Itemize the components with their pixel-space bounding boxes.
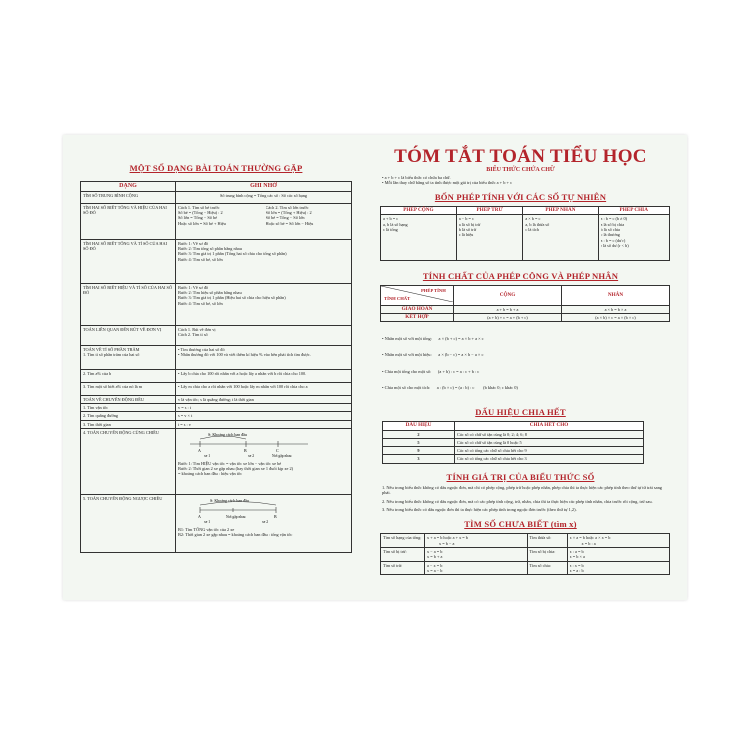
- table-row: [81, 284, 352, 326]
- find-label: Tìm thừa số:: [527, 534, 567, 548]
- prop-header: NHÂN: [562, 286, 670, 306]
- eq-line: x = b − a: [439, 540, 455, 546]
- prop-add: (a + b) + c = a + (b + c): [454, 314, 562, 322]
- row-note: • Lấy m chia cho a rồi nhân với 100 hoặc lấy m nhân với 100 rồi chia cho a: [176, 383, 352, 396]
- table-row: [81, 494, 352, 552]
- cell-line: c là thương: [600, 232, 620, 238]
- eq-line: a − x = b: [427, 562, 443, 568]
- row-note: s = v × t: [176, 412, 352, 420]
- div-header: CHIA HẾT CHO: [455, 422, 644, 431]
- row-type: TÌM SỐ TRUNG BÌNH CỘNG: [81, 192, 176, 204]
- div-number: 3: [383, 455, 455, 463]
- row-note: [176, 284, 352, 326]
- cell-line: a là số bị trừ: [458, 221, 481, 227]
- corner-bottom-label: TÍNH CHẤT: [384, 296, 411, 302]
- table-header-row: [381, 286, 670, 306]
- table-row: [381, 534, 670, 548]
- table-row: [383, 447, 644, 455]
- row-note: v = s : t: [176, 404, 352, 412]
- divisibility-section-title: DẤU HIỆU CHIA HẾT: [475, 407, 566, 418]
- eq-line: x = a − b: [427, 567, 443, 573]
- eq-line: x = b + a: [427, 554, 443, 560]
- ops-header: PHÉP CỘNG: [381, 206, 457, 215]
- vehicle-2-label: xe 2: [248, 453, 255, 458]
- find-eqs: [425, 548, 528, 562]
- four-operations-table: [380, 206, 670, 262]
- note-line: Số lớn = Tổng − Số bé: [178, 215, 218, 221]
- corner-diagonal: [381, 286, 453, 302]
- intro-line: • a + b + c là biểu thức có chứa ba chữ.: [382, 175, 451, 180]
- table-row: [81, 396, 352, 404]
- point-b-label: B: [274, 513, 277, 519]
- note-line: Số bé = (Tổng − Hiệu) : 2: [178, 210, 223, 216]
- table-row: [81, 326, 352, 346]
- row-note: [176, 240, 352, 284]
- row-note: [176, 428, 352, 494]
- note-line: Cách 2. Tìm số lớn trước: [265, 205, 309, 210]
- diagram-label-distance: S: Khoảng cách ban đầu: [208, 431, 247, 437]
- table-row: [381, 548, 670, 562]
- note-line: • Nhân một số với một hiệu: a × (b − c) = a × b − a × c: [382, 352, 484, 358]
- table-header-row: [81, 182, 352, 192]
- row-type: TOÁN VỀ CHUYỂN ĐỘNG ĐỀU: [81, 396, 176, 404]
- cell-line: b là số trừ: [458, 226, 477, 232]
- meet-point-label: Nơi gặp nhau: [226, 514, 246, 519]
- note-line: Bước 1: Tìm HIỆU vận tốc = vận tốc xe lớn − vận tốc xe bé: [178, 461, 282, 467]
- ops-cell-mul: [523, 215, 598, 261]
- diagram-label-distance: S: Khoảng cách ban đầu: [210, 497, 249, 503]
- row-type: 3. Tìm thời gian: [81, 420, 176, 428]
- eq-line: x = a : b: [569, 567, 584, 573]
- expression-rules: [368, 485, 673, 513]
- find-eqs: [425, 561, 528, 575]
- ops-header: PHÉP TRỪ: [456, 206, 523, 215]
- div-rule: Các số có chữ số tận cùng là 0 hoặc 5: [455, 438, 644, 446]
- note-line: Bước 3: Tìm giá trị 1 phần (Hiệu hai số chia cho hiệu số phần): [178, 295, 286, 301]
- rule-item: 1. Nếu trong biểu thức không có dấu ngoặc đơn, mà chỉ có phép cộng, phép trừ hoặc phép nhân, phép chia thì ta thực hiện các phép tính theo thứ tự từ trái sang phải.: [382, 484, 662, 496]
- eq-line: x + a = b hoặc a + x = b: [427, 535, 468, 541]
- prop-mul: a × b = b × a: [562, 305, 670, 313]
- eq-line: x − a = b: [427, 549, 443, 554]
- intro-notes: [368, 175, 673, 186]
- cell-line: a, b là số hạng: [383, 221, 408, 227]
- prop-header: CỘNG: [454, 286, 562, 306]
- note-line: Cách 1. Tìm số bé trước: [178, 205, 220, 210]
- properties-table: [380, 285, 670, 322]
- eq-line: x = b : a: [581, 540, 596, 546]
- ops-cell-add: [381, 215, 457, 261]
- row-type: TÌM HAI SỐ BIẾT HIỆU VÀ TỈ SỐ CỦA HAI SỐ ĐÓ: [81, 284, 176, 326]
- subtitle: BIỂU THỨC CHỨA CHỮ: [486, 167, 555, 173]
- note-line: Số bé = Tổng − Số lớn: [265, 215, 305, 221]
- table-row: [81, 192, 352, 204]
- cell-line: a − b = c: [458, 216, 474, 222]
- corner-top-label: PHÉP TÍNH: [421, 288, 446, 294]
- row-note: [176, 326, 352, 346]
- ops-header: PHÉP CHIA: [598, 206, 670, 215]
- row-type-sub: 1. Tìm tỉ số phần trăm của hai số: [83, 352, 140, 358]
- note-line: • Chia một tổng cho một số: (a + b) : c = a : c + b : c: [382, 368, 480, 374]
- row-note: • Lấy b chia cho 100 rồi nhân với a hoặc lấy a nhân với b rồi chia cho 100.: [176, 370, 352, 383]
- note-line: Số lớn = (Tổng + Hiệu) : 2: [265, 210, 312, 216]
- cell-line: a : b = c (b ≠ 0): [600, 216, 628, 222]
- table-header-row: [383, 422, 644, 431]
- row-type-title: TOÁN VỀ TỈ SỐ PHẦN TRĂM: [83, 347, 140, 352]
- note-line: Bước 2: Tìm tổng số phần bằng nhau: [178, 246, 242, 252]
- find-label: Tìm số hạng của tổng:: [381, 534, 425, 548]
- table-row: [81, 204, 352, 240]
- header-type: DẠNG: [81, 182, 176, 192]
- row-note: t = s : v: [176, 420, 352, 428]
- cell-line: a × b = c: [525, 216, 541, 222]
- property-notes: [368, 325, 673, 401]
- cell-line: a là số bị chia: [600, 221, 625, 227]
- prop-name: GIAO HOÁN: [381, 305, 454, 313]
- div-rule: Các số có tổng các chữ số chia hết cho 3: [455, 455, 644, 463]
- cell-line: c là tích: [525, 226, 539, 232]
- cell-line: b là số chia: [600, 226, 620, 232]
- rule-item: 3. Nếu trong biểu thức có dấu ngoặc đơn thì ta thực hiện các phép tính trong ngoặc đơn trước (theo thứ tự 1,2).: [382, 507, 577, 512]
- problem-types-table: [80, 181, 352, 553]
- table-row: [381, 215, 670, 261]
- intro-line: • Mỗi lần thay chữ bằng số ta tính được một giá trị của biểu thức a + b + c: [382, 180, 513, 186]
- vehicle-2-label: xe 2: [262, 519, 269, 524]
- props-section-title: TÍNH CHẤT CỦA PHÉP CỘNG VÀ PHÉP NHÂN: [422, 271, 619, 282]
- prop-add: a + b = b + a: [454, 305, 562, 313]
- point-a-label: A: [198, 447, 201, 453]
- ops-cell-div: [598, 215, 670, 261]
- row-type: 2. Tìm a% của b: [81, 370, 176, 383]
- expression-section-title: TÍNH GIÁ TRỊ CỦA BIỂU THỨC SỐ: [446, 471, 595, 482]
- cell-line: r là số dư (r < b): [600, 242, 629, 248]
- div-rule: Các số có tổng các chữ số chia hết cho 9: [455, 447, 644, 455]
- table-row: [383, 455, 644, 463]
- eq-line: a : x = b: [569, 562, 584, 568]
- vehicle-1-label: xe 1: [204, 453, 211, 458]
- note-line: Bước 4: Tìm số bé, số lớn: [178, 256, 223, 262]
- note-line: Cách 2. Tìm tỉ số: [178, 332, 208, 338]
- vehicle-1-label: xe 1: [204, 519, 211, 524]
- row-type: 5. TOÁN CHUYỂN ĐỘNG NGƯỢC CHIỀU: [81, 494, 176, 552]
- note-line: Bước 3: Tìm giá trị 1 phần (Tổng hai số chia cho tổng số phần): [178, 251, 287, 257]
- eq-line: x = b × a: [569, 554, 585, 560]
- note-line: • Chia một số cho một tích: a : (b × c) = (a : b) : c (b khác 0; c khác 0): [382, 384, 518, 390]
- same-direction-diagram: [178, 430, 348, 460]
- div-number: 9: [383, 447, 455, 455]
- div-header: DẤU HIỆU: [383, 422, 455, 431]
- note-line: Hoặc số lớn = Số bé + Hiệu: [178, 220, 226, 226]
- table-row: [381, 314, 670, 322]
- note-line: • Tìm thương của hai số đó: [178, 347, 225, 352]
- find-label: Tìm số bị trừ:: [381, 548, 425, 562]
- cell-line: c là tổng: [383, 226, 398, 232]
- div-number: 5: [383, 438, 455, 446]
- find-label: Tìm số chia:: [527, 561, 567, 575]
- row-note: v là vận tốc; s là quãng đường; t là thời gian: [176, 396, 352, 404]
- prop-name: KẾT HỢP: [381, 314, 454, 322]
- point-c-label: C: [276, 447, 279, 453]
- row-note: [176, 346, 352, 370]
- note-line: • Nhân thương đó với 100 và viết thêm kí hiệu % vào bên phải tích tìm được.: [178, 352, 311, 358]
- left-section-title: MỘT SỐ DẠNG BÀI TOÁN THƯỜNG GẶP: [129, 163, 303, 173]
- find-label: Tìm số bị chia:: [527, 548, 567, 562]
- method-2: [266, 205, 350, 226]
- row-note: [176, 204, 352, 240]
- row-note: Số trung bình cộng = Tổng các số : Số các số hạng: [176, 192, 352, 204]
- opposite-direction-diagram: [178, 496, 348, 526]
- point-b-label: B: [244, 447, 247, 453]
- table-row: [81, 240, 352, 284]
- main-title: TÓM TẮT TOÁN TIỂU HỌC: [394, 146, 647, 167]
- row-type: TÌM HAI SỐ BIẾT TỔNG VÀ HIỆU CỦA HAI SỐ ĐÓ: [81, 204, 176, 240]
- ops-header: PHÉP NHÂN: [523, 206, 598, 215]
- div-number: 2: [383, 430, 455, 438]
- find-x-table: [380, 533, 670, 575]
- table-row: [81, 428, 352, 494]
- table-row: [81, 404, 352, 412]
- note-line: Bước 2: Tìm hiệu số phần bằng nhau: [178, 290, 242, 296]
- note-line: • Nhân một số với một tổng: a × (b + c) = a × b + a × c: [382, 336, 484, 342]
- table-row: [383, 438, 644, 446]
- table-row: [81, 420, 352, 428]
- eq-line: x : a = b: [569, 549, 584, 554]
- cell-line: a : b = c (dư r): [600, 237, 626, 243]
- row-type: 3. Tìm một số biết a% của nó là m: [81, 383, 176, 396]
- table-row: [81, 346, 352, 370]
- row-type: 2. Tìm quãng đường: [81, 412, 176, 420]
- row-type: TÌM HAI SỐ BIẾT TỔNG VÀ TỈ SỐ CỦA HAI SỐ ĐÓ: [81, 240, 176, 284]
- note-line: = khoảng cách ban đầu : hiệu vận tốc: [178, 471, 242, 477]
- find-eqs: [567, 548, 670, 562]
- rule-item: 2. Nếu trong biểu thức không có dấu ngoặc đơn, mà có các phép tính cộng, trừ, nhân, chia thì ta thực hiện các phép tính nhân, chia trước rồi cộng, trừ sau.: [382, 498, 653, 504]
- find-eqs: [567, 534, 670, 548]
- note-line: B1: Tìm TỔNG vận tốc của 2 xe: [178, 527, 235, 533]
- note-line: Cách 1. Rút về đơn vị: [178, 327, 216, 332]
- left-page: [80, 143, 352, 553]
- prop-mul: (a × b) × c = a × (b × c): [562, 314, 670, 322]
- point-a-label: A: [198, 513, 201, 519]
- header-note: GHI NHỚ: [176, 182, 352, 192]
- table-row: [81, 370, 352, 383]
- note-line: Hoặc số bé = Số lớn − Hiệu: [265, 220, 314, 226]
- row-type: 4. TOÁN CHUYỂN ĐỘNG CÙNG CHIỀU: [81, 428, 176, 494]
- table-row: [81, 383, 352, 396]
- row-type: 1. Tìm vận tốc: [81, 404, 176, 412]
- note-line: B2: Thời gian 2 xe gặp nhau = khoảng cách ban đầu : tổng vận tốc: [178, 532, 293, 538]
- eq-line: x × a = b hoặc a × x = b: [569, 535, 611, 541]
- table-row: [383, 430, 644, 438]
- table-row: [381, 561, 670, 575]
- corner-cell: [381, 286, 454, 306]
- note-line: Bước 1: Vẽ sơ đồ: [178, 285, 209, 290]
- ops-cell-sub: [456, 215, 523, 261]
- note-line: Bước 2: Thời gian 2 xe gặp nhau (hay thời gian xe 1 đuổi kịp xe 2): [178, 466, 294, 472]
- find-label: Tìm số trừ:: [381, 561, 425, 575]
- table-row: [381, 305, 670, 313]
- find-eqs: [567, 561, 670, 575]
- row-type: TOÁN LIÊN QUAN ĐẾN RÚT VỀ ĐƠN VỊ: [81, 326, 176, 346]
- right-page: [368, 143, 673, 575]
- cell-line: c là hiệu: [458, 232, 474, 238]
- table-row: [81, 412, 352, 420]
- meet-point-label: Nơi gặp nhau: [272, 453, 292, 458]
- note-line: Bước 4: Tìm số bé, số lớn: [178, 300, 223, 306]
- div-rule: Các số có chữ số tận cùng là 0; 2; 4; 6; 8: [455, 430, 644, 438]
- ops-section-title: BỐN PHÉP TÍNH VỚI CÁC SỐ TỰ NHIÊN: [434, 191, 607, 202]
- divisibility-table: [382, 421, 644, 464]
- cell-line: a, b là thừa số: [525, 221, 550, 227]
- row-note: [176, 494, 352, 552]
- find-x-section-title: TÌM SỐ CHƯA BIẾT (tìm x): [464, 519, 577, 530]
- find-eqs: [425, 534, 528, 548]
- table-header-row: [381, 206, 670, 215]
- cell-line: a + b = c: [383, 216, 399, 222]
- row-type: [81, 346, 176, 370]
- note-line: Bước 1: Vẽ sơ đồ: [178, 241, 209, 246]
- method-1: [178, 205, 262, 226]
